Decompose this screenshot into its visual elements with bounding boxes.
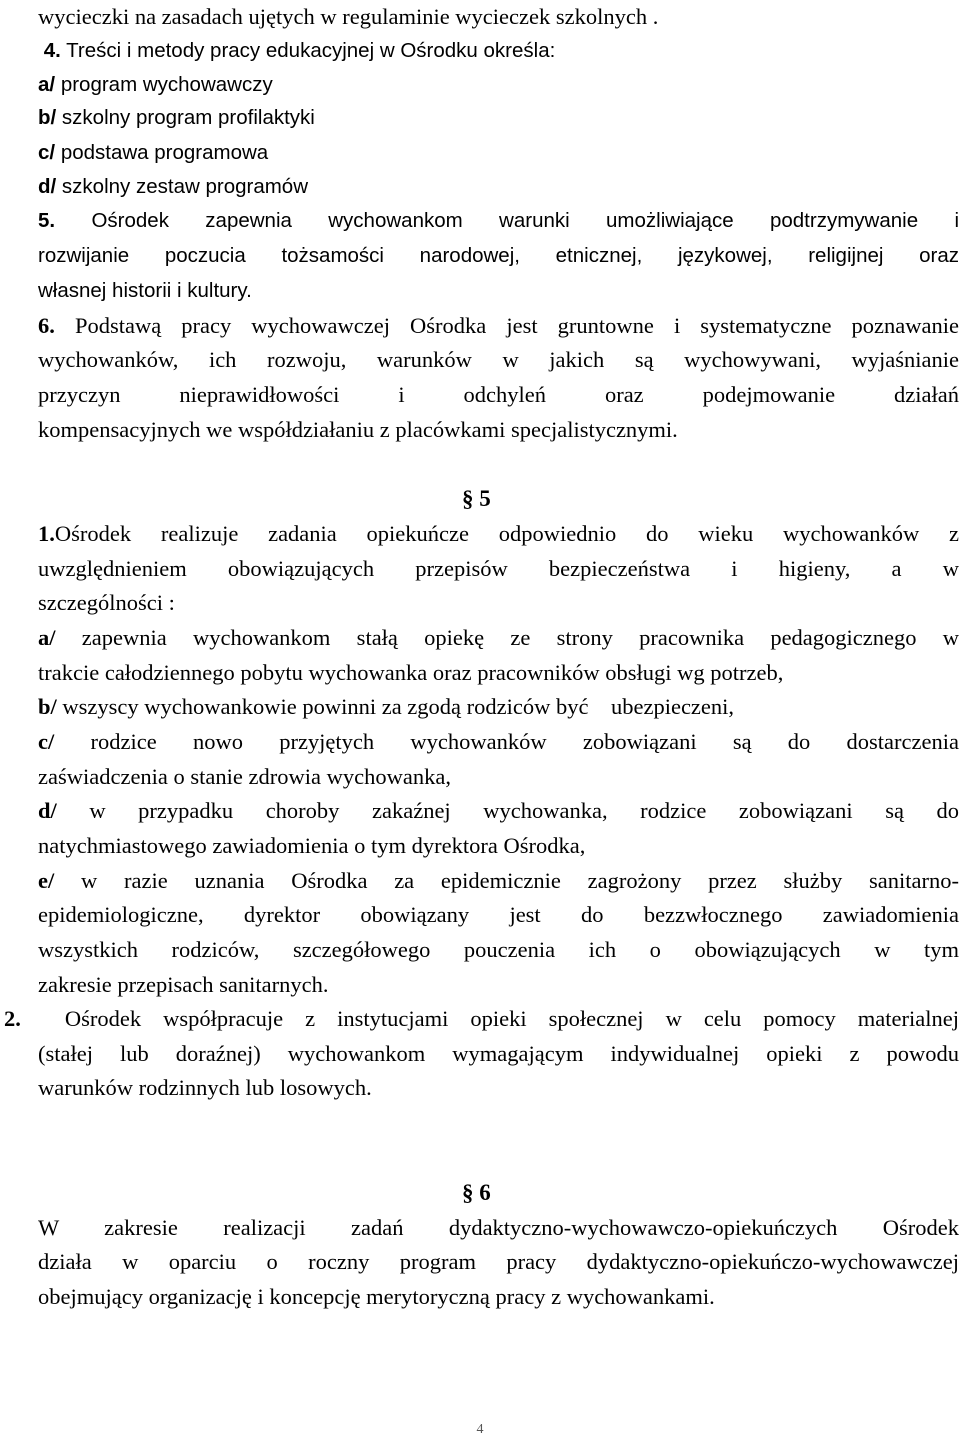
line-text: Treści i metody pracy edukacyjnej w Ośrodku określa: [66,39,556,62]
sub-item-e [38,864,959,898]
line-text: wychowanków, ich rozwoju, warunków w jakich są wychowywani, wyjaśnianie [38,347,959,372]
item-marker: a/ [38,73,56,96]
text-line [38,1280,959,1314]
line-text: wycieczki na zasadach ujętych w regulaminie wycieczek szkolnych . [38,4,659,29]
sub-item-c [38,136,959,170]
line-text: wszystkich rodziców, szczegółowego pouczenia ich o obowiązujących w tym [38,937,959,962]
sub-item-b [38,101,959,135]
line-text: program wychowawczy [60,73,273,96]
line-text: warunków rodzinnych lub losowych. [38,1075,372,1100]
item-marker: c/ [38,141,56,164]
item-marker: 4. [43,39,61,62]
text-line [38,552,959,586]
list-item-6 [38,309,959,343]
line-text: obejmujący organizację i koncepcję merytoryczną pracy z wychowankami. [38,1284,715,1309]
line-text: Podstawą pracy wychowawczej Ośrodka jest gruntowne i systematyczne poznawanie [74,313,960,338]
line-text: rodzice nowo przyjętych wychowanków zobowiązani są do dostarczenia [90,729,959,754]
line-text: (stałej lub doraźnej) wychowankom wymagającym indywidualnej opieki z powodu [38,1041,959,1066]
line-text: w razie uznania Ośrodka za epidemicznie zagrożony przez służby sanitarno- [81,868,959,893]
sub-item-a [38,621,959,655]
text-line [38,0,959,34]
item-marker: 5. [38,209,56,232]
line-text: epidemiologiczne, dyrektor obowiązany jest do bezzwłocznego zawiadomienia [38,902,959,927]
sub-item-d [38,170,959,204]
item-marker: 2. [4,1006,21,1031]
section-heading-6: § 6 [462,1180,491,1205]
line-text: W zakresie realizacji zadań dydaktyczno-wychowawczo-opiekuńczych Ośrodek [38,1215,959,1240]
page-number: 4 [476,1422,484,1437]
text-line [38,343,959,377]
item-marker: 1. [38,521,55,546]
item-marker: b/ [38,106,57,129]
item-marker: d/ [38,175,57,198]
line-text: zapewnia wychowankom stałą opiekę ze strony pracownika pedagogicznego w [81,625,959,650]
list-item-4 [38,34,959,68]
line-text: zakresie przepisach sanitarnych. [38,972,329,997]
text-line [38,898,959,932]
text-line [38,933,959,967]
text-line [38,1245,959,1279]
text-line [38,656,959,690]
item-marker: b/ [38,694,57,719]
text-line [38,586,959,620]
item-marker: e/ [38,868,55,893]
line-text: Ośrodek współpracuje z instytucjami opieki społecznej w celu pomocy materialnej [64,1006,959,1031]
line-text: szkolny program profilaktyki [61,106,315,129]
text-line [38,829,959,863]
text-line [38,239,959,273]
item-marker: d/ [38,798,57,823]
list-item-1 [38,517,959,551]
text-line [38,1071,959,1105]
line-text: natychmiastowego zawiadomienia o tym dyrektora Ośrodka, [38,833,586,858]
sub-item-d [38,794,959,828]
sub-item-c [38,725,959,759]
text-line [38,968,959,1002]
line-text: zaświadczenia o stanie zdrowia wychowanka, [38,764,451,789]
line-text: w przypadku choroby zakaźnej wychowanka, rodzice zobowiązani są do [89,798,960,823]
list-item-5 [38,204,959,238]
line-text: szczególności : [38,590,175,615]
line-text: własnej historii i kultury. [38,279,252,302]
text-line [38,274,959,308]
item-marker: a/ [38,625,56,650]
item-marker: c/ [38,729,55,754]
line-text: podstawa programowa [60,141,269,164]
list-item-2 [4,1002,959,1036]
text-line [38,1211,959,1245]
line-text: wszyscy wychowankowie powinni za zgodą rodziców być ubezpieczeni, [62,694,735,719]
line-text: Ośrodek zapewnia wychowankom warunki umożliwiające podtrzymywanie i [91,209,959,232]
sub-item-b [38,690,959,724]
item-marker: 6. [38,313,55,338]
line-text: szkolny zestaw programów [61,175,309,198]
text-line [38,1037,959,1071]
line-text: przyczyn nieprawidłowości i odchyleń oraz podejmowanie działań [38,382,959,407]
text-line [38,413,959,447]
line-text: uwzględnieniem obowiązujących przepisów bezpieczeństwa i higieny, a w [38,556,959,581]
line-text: trakcie całodziennego pobytu wychowanka oraz pracowników obsługi wg potrzeb, [38,660,784,685]
line-text: rozwijanie poczucia tożsamości narodowej, etnicznej, językowej, religijnej oraz [38,244,959,267]
text-line [38,760,959,794]
line-text: Ośrodek realizuje zadania opiekuńcze odpowiednio do wieku wychowanków z [54,521,959,546]
line-text: kompensacyjnych we współdziałaniu z placówkami specjalistycznymi. [38,417,678,442]
section-heading-5: § 5 [462,486,491,511]
text-line [38,378,959,412]
line-text: działa w oparciu o roczny program pracy dydaktyczno-opiekuńczo-wychowawczej [38,1249,959,1274]
sub-item-a [38,68,959,102]
